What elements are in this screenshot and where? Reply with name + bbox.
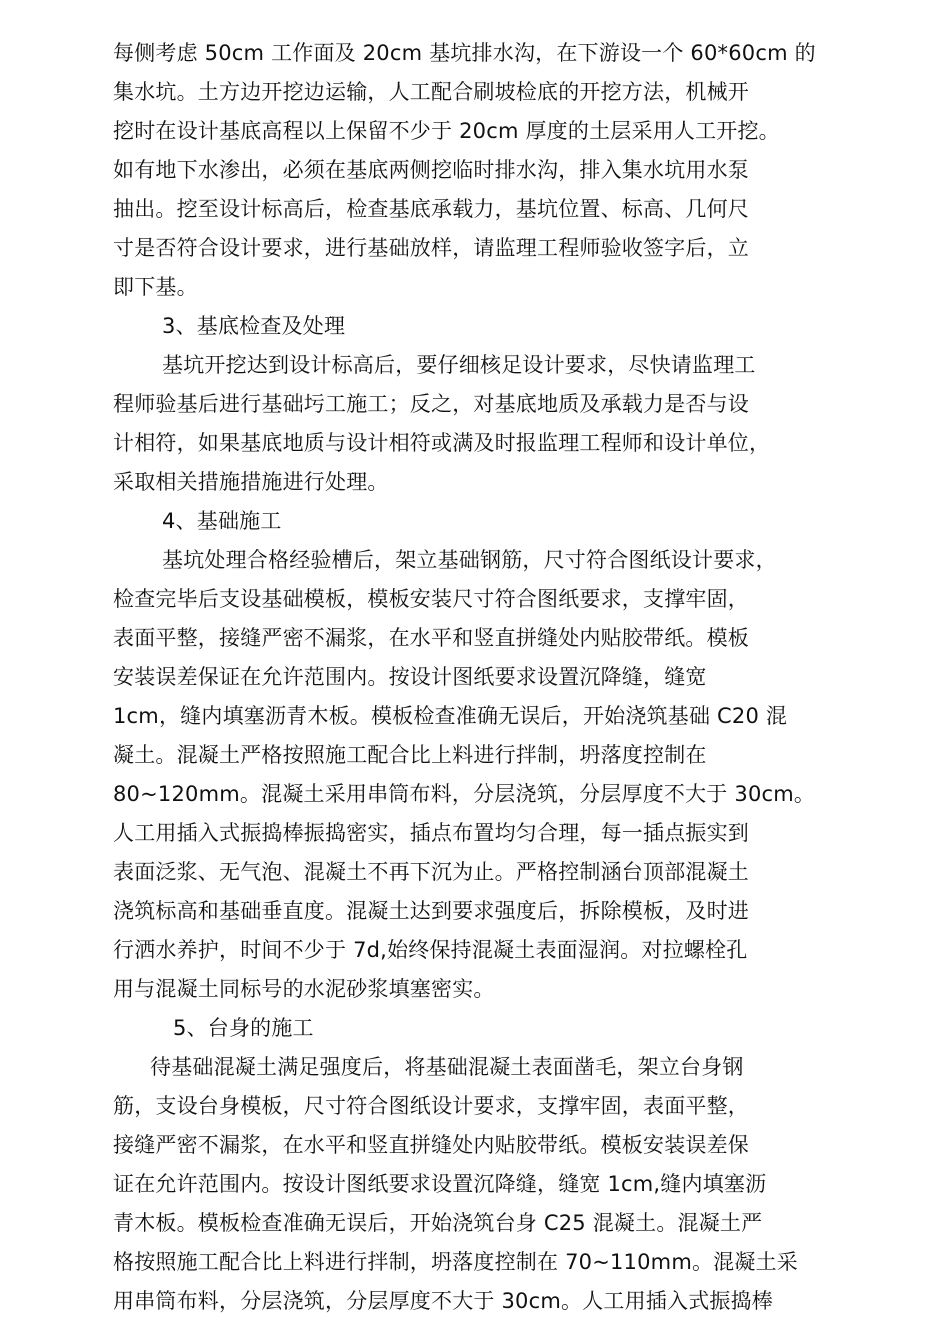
text-line: 用串筒布料，分层浇筑，分层厚度不大于 30cm。人工用插入式振捣棒 [113, 1289, 773, 1313]
text-line: 采取相关措施措施进行处理。 [113, 470, 389, 494]
text-line: 抽出。挖至设计标高后，检查基底承载力，基坑位置、标高、几何尺 [113, 197, 749, 221]
text-line: 基坑开挖达到设计标高后，要仔细核足设计要求，尽快请监理工 [162, 353, 756, 377]
text-line: 基坑处理合格经验槽后，架立基础钢筋，尺寸符合图纸设计要求， [162, 548, 777, 572]
text-line: 筋，支设台身模板，尺寸符合图纸设计要求，支撑牢固，表面平整， [113, 1094, 749, 1118]
section-heading: 5、台身的施工 [173, 1016, 314, 1040]
text-line: 青木板。模板检查准确无误后，开始浇筑台身 C25 混凝土。混凝土严 [113, 1211, 763, 1235]
text-line: 集水坑。土方边开挖边运输，人工配合刷坡检底的开挖方法，机械开 [113, 80, 749, 104]
text-line: 待基础混凝土满足强度后，将基础混凝土表面凿毛，架立台身钢 [150, 1055, 744, 1079]
text-line: 用与混凝土同标号的水泥砂浆填塞密实。 [113, 977, 495, 1001]
text-line: 1cm，缝内填塞沥青木板。模板检查准确无误后，开始浇筑基础 C20 混 [113, 704, 788, 728]
text-line: 如有地下水渗出，必须在基底两侧挖临时排水沟，排入集水坑用水泵 [113, 158, 749, 182]
text-line: 挖时在设计基底高程以上保留不少于 20cm 厚度的土层采用人工开挖。 [113, 119, 780, 143]
text-line: 每侧考虑 50cm 工作面及 20cm 基坑排水沟，在下游设一个 60*60cm 的 [113, 41, 816, 65]
text-line: 证在允许范围内。按设计图纸要求设置沉降缝，缝宽 1cm,缝内填塞沥 [113, 1172, 767, 1196]
text-line: 表面平整，接缝严密不漏浆，在水平和竖直拼缝处内贴胶带纸。模板 [113, 626, 749, 650]
text-line: 凝土。混凝土严格按照施工配合比上料进行拌制，坍落度控制在 [113, 743, 707, 767]
text-line: 接缝严密不漏浆，在水平和竖直拼缝处内贴胶带纸。模板安装误差保 [113, 1133, 749, 1157]
text-line: 即下基。 [113, 275, 198, 299]
text-line: 寸是否符合设计要求，进行基础放样，请监理工程师验收签字后，立 [113, 236, 749, 260]
text-line: 表面泛浆、无气泡、混凝土不再下沉为止。严格控制涵台顶部混凝土 [113, 860, 749, 884]
text-line: 检查完毕后支设基础模板，模板安装尺寸符合图纸要求，支撑牢固， [113, 587, 749, 611]
text-line: 格按照施工配合比上料进行拌制，坍落度控制在 70~110mm。混凝土采 [113, 1250, 798, 1274]
text-line: 80~120mm。混凝土采用串筒布料，分层浇筑，分层厚度不大于 30cm。 [113, 782, 816, 806]
text-line: 浇筑标高和基础垂直度。混凝土达到要求强度后，拆除模板，及时进 [113, 899, 749, 923]
text-line: 计相符，如果基底地质与设计相符或满及时报监理工程师和设计单位， [113, 431, 771, 455]
text-line: 安装误差保证在允许范围内。按设计图纸要求设置沉降缝，缝宽 [113, 665, 707, 689]
text-line: 程师验基后进行基础圬工施工；反之，对基底地质及承载力是否与设 [113, 392, 749, 416]
section-heading: 4、基础施工 [162, 509, 282, 533]
text-line: 行洒水养护，时间不少于 7d,始终保持混凝土表面湿润。对拉螺栓孔 [113, 938, 748, 962]
text-line: 人工用插入式振捣棒振捣密实，插点布置均匀合理，每一插点振实到 [113, 821, 749, 845]
section-heading: 3、基底检查及处理 [162, 314, 346, 338]
